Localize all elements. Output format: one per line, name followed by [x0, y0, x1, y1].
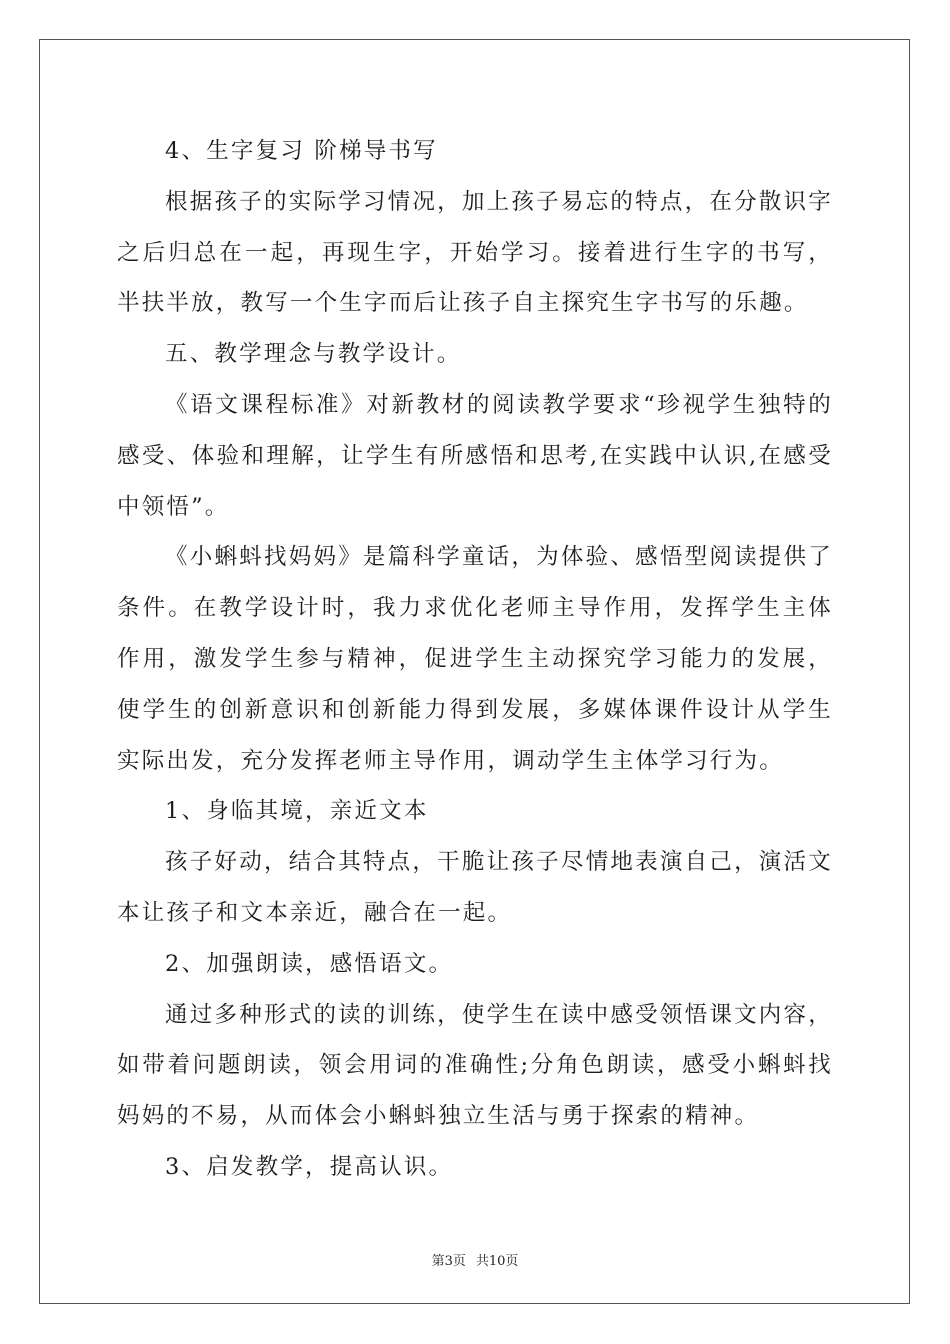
paragraph: 根据孩子的实际学习情况，加上孩子易忘的特点，在分散识字之后归总在一起，再现生字，开始学习。接着进行生字的书写，半扶半放，教写一个生字而后让孩子自主探究生字书写的乐趣。 — [117, 188, 833, 317]
heading-reading-aloud: 2、加强朗读，感悟语文。 — [165, 950, 454, 977]
page-footer — [0, 1250, 950, 1269]
heading-teaching-philosophy: 五、教学理念与教学设计。 — [165, 341, 462, 368]
heading-review-characters: 4、生字复习 阶梯导书写 — [165, 138, 438, 164]
page-number: 第3页 — [431, 1254, 466, 1269]
paragraph: 《语文课程标准》对新教材的阅读教学要求“珍视学生独特的感受、体验和理解，让学生有所感悟和思考,在实践中认识,在感受中领悟”。 — [117, 391, 833, 520]
heading-immersion: 1、身临其境，亲近文本 — [165, 798, 429, 825]
page-total: 共10页 — [475, 1254, 519, 1269]
paragraph: 通过多种形式的读的训练，使学生在读中感受领悟课文内容，如带着问题朗读，领会用词的准确性;分角色朗读，感受小蝌蚪找妈妈的不易，从而体会小蝌蚪独立生活与勇于探索的精神。 — [117, 1001, 833, 1130]
paragraph: 孩子好动，结合其特点，干脆让孩子尽情地表演自己，演活文本让孩子和文本亲近，融合在一起。 — [117, 849, 833, 926]
heading-inspired-teaching: 3、启发教学，提高认识。 — [165, 1153, 454, 1180]
document-body — [117, 126, 833, 1193]
paragraph: 《小蝌蚪找妈妈》是篇科学童话，为体验、感悟型阅读提供了条件。在教学设计时，我力求优化老师主导作用，发挥学生主体作用，激发学生参与精神，促进学生主动探究学习能力的发展，使学生的创新意识和创新能力得到发展，多媒体课件设计从学生实际出发，充分发挥老师主导作用，调动学生主体学习行为。 — [117, 544, 833, 774]
